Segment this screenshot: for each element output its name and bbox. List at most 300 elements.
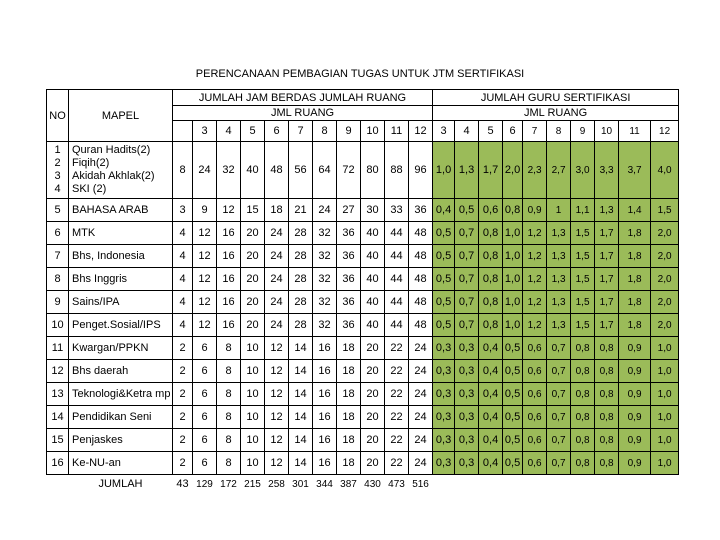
guru-value: 0,6 [523,406,547,429]
guru-value: 3,7 [619,142,651,199]
guru-value: 1,8 [619,314,651,337]
guru-value: 4,0 [651,142,679,199]
subject-name: Penjaskes [69,429,173,452]
jam-value: 12 [193,291,217,314]
row-number: 1 [54,144,61,156]
total-jam-value: 129 [196,478,213,490]
guru-value: 1,5 [571,222,595,245]
jp-value: 4 [173,291,193,314]
guru-value: 0,4 [479,360,503,383]
guru-value: 0,8 [503,199,523,222]
jam-value: 24 [409,337,433,360]
jam-value: 14 [289,406,313,429]
guru-value: 0,3 [433,360,455,383]
guru-value: 0,5 [433,268,455,291]
guru-value: 0,9 [619,383,651,406]
guru-value: 1,5 [571,245,595,268]
row-number: 10 [47,314,69,337]
jam-value: 16 [217,268,241,291]
jp-value: 3 [173,199,193,222]
guru-value: 1,2 [523,291,547,314]
guru-value: 0,9 [619,452,651,475]
guru-value: 0,7 [547,337,571,360]
subject-name: Bhs, Indonesia [69,245,173,268]
guru-value: 0,4 [479,452,503,475]
header-jam-group: JUMLAH JAM BERDAS JUMLAH RUANG [173,90,433,106]
guru-value: 1,8 [619,245,651,268]
jam-value: 96 [409,142,433,199]
guru-value: 0,5 [433,222,455,245]
guru-value: 0,5 [503,406,523,429]
guru-value: 1,8 [619,268,651,291]
jam-value: 22 [385,429,409,452]
jam-value: 28 [289,291,313,314]
jam-value: 12 [193,268,217,291]
header-guru-group: JUMLAH GURU SERTIFIKASI [433,90,679,106]
jam-value: 44 [385,291,409,314]
guru-value: 1,5 [571,268,595,291]
subject-name: BAHASA ARAB [69,199,173,222]
header-guru-room: 3 [433,121,455,142]
total-jam-value: 258 [268,478,285,490]
jam-value: 20 [241,291,265,314]
jam-value: 12 [265,429,289,452]
jam-value: 24 [313,199,337,222]
jam-value: 10 [241,452,265,475]
guru-value: 0,6 [523,452,547,475]
guru-value: 1,7 [595,268,619,291]
guru-value: 1,5 [651,199,679,222]
row-number: 6 [47,222,69,245]
table-row [47,406,679,429]
guru-value: 0,3 [455,452,479,475]
jam-value: 12 [265,406,289,429]
guru-value: 1,5 [571,314,595,337]
jam-value: 88 [385,142,409,199]
guru-value: 1,8 [619,291,651,314]
header-mapel: MAPEL [69,90,173,142]
header-guru-room: 6 [503,121,523,142]
subject-name: Sains/IPA [69,291,173,314]
guru-value: 0,9 [619,337,651,360]
subject-name: Pendidikan Seni [69,406,173,429]
row-number: 11 [47,337,69,360]
jam-value: 10 [241,383,265,406]
jam-value: 22 [385,452,409,475]
total-label: JUMLAH [98,478,143,490]
jam-value: 36 [337,222,361,245]
guru-value: 1,0 [503,314,523,337]
header-guru-room: 7 [523,121,547,142]
jam-value: 10 [241,429,265,452]
jam-value: 20 [241,314,265,337]
jam-value: 80 [361,142,385,199]
table-row [47,429,679,452]
total-jam-value: 387 [340,478,357,490]
jp-value: 2 [173,406,193,429]
guru-value: 1,3 [595,199,619,222]
guru-value: 0,8 [479,245,503,268]
jam-value: 10 [241,360,265,383]
jam-value: 18 [337,383,361,406]
guru-value: 1,0 [433,142,455,199]
total-empty [571,475,595,494]
jam-value: 40 [241,142,265,199]
guru-value: 2,7 [547,142,571,199]
jp-value: 2 [173,383,193,406]
header-jam-room: 5 [241,121,265,142]
jam-value: 8 [217,452,241,475]
jam-value: 28 [289,222,313,245]
guru-value: 1,3 [547,245,571,268]
jam-value: 6 [193,383,217,406]
guru-value: 0,7 [547,406,571,429]
jam-value: 32 [313,291,337,314]
jp-value: 4 [173,222,193,245]
guru-value: 0,7 [455,245,479,268]
guru-value: 1,2 [523,314,547,337]
jam-value: 14 [289,383,313,406]
guru-value: 0,8 [595,429,619,452]
jam-value: 10 [241,406,265,429]
jam-value: 24 [409,452,433,475]
jam-value: 32 [313,222,337,245]
jp-value: 2 [173,360,193,383]
jam-value: 6 [193,452,217,475]
guru-value: 0,5 [433,245,455,268]
row-number: 7 [47,245,69,268]
row-number: 12 [47,360,69,383]
jam-value: 20 [241,268,265,291]
jam-value: 12 [217,199,241,222]
header-no: NO [47,90,69,142]
header-guru-room: 11 [619,121,651,142]
jam-value: 44 [385,245,409,268]
jam-value: 18 [337,452,361,475]
jam-value: 16 [313,406,337,429]
jam-value: 18 [337,406,361,429]
jam-value: 6 [193,429,217,452]
header-jam-room: 6 [265,121,289,142]
table-row [47,199,679,222]
guru-value: 1 [547,199,571,222]
guru-value: 0,8 [595,337,619,360]
guru-value: 0,7 [547,383,571,406]
guru-value: 0,6 [523,360,547,383]
allocation-table [46,89,679,493]
jam-value: 16 [313,337,337,360]
guru-value: 0,9 [619,406,651,429]
jam-value: 14 [289,452,313,475]
guru-value: 0,9 [523,199,547,222]
row-number: 16 [47,452,69,475]
subject-name: Bhs Inggris [69,268,173,291]
guru-value: 1,0 [651,452,679,475]
total-jam-value: 301 [292,478,309,490]
jam-value: 24 [409,406,433,429]
guru-value: 0,6 [523,429,547,452]
jam-value: 48 [409,222,433,245]
guru-value: 0,8 [479,291,503,314]
guru-value: 1,0 [503,245,523,268]
jam-value: 16 [217,245,241,268]
table-row [47,245,679,268]
subject-name: Quran Hadits(2) [72,144,151,156]
guru-value: 0,6 [479,199,503,222]
guru-value: 1,0 [651,383,679,406]
guru-value: 1,1 [571,199,595,222]
total-jam-value: 215 [244,478,261,490]
jam-value: 18 [337,429,361,452]
jam-value: 10 [241,337,265,360]
guru-value: 0,5 [503,429,523,452]
jam-value: 28 [289,268,313,291]
total-empty [651,475,679,494]
jam-value: 14 [289,429,313,452]
guru-value: 0,3 [433,383,455,406]
jam-value: 48 [409,245,433,268]
jam-value: 22 [385,406,409,429]
jam-value: 12 [265,452,289,475]
header-jam-room: 4 [217,121,241,142]
jam-value: 36 [337,291,361,314]
guru-value: 0,5 [433,291,455,314]
guru-value: 1,3 [547,291,571,314]
guru-value: 1,0 [651,337,679,360]
guru-value: 2,0 [651,268,679,291]
jam-value: 6 [193,360,217,383]
guru-value: 0,3 [433,429,455,452]
header-guru-sub: JML RUANG [433,106,679,121]
jam-value: 40 [361,222,385,245]
jam-value: 48 [265,142,289,199]
jam-value: 15 [241,199,265,222]
jam-value: 24 [265,314,289,337]
row-number: 13 [47,383,69,406]
guru-value: 1,0 [503,268,523,291]
table-row [47,452,679,475]
jam-value: 16 [313,360,337,383]
total-empty [595,475,619,494]
guru-value: 0,3 [455,383,479,406]
guru-value: 0,8 [571,360,595,383]
guru-value: 0,8 [571,406,595,429]
jp-value: 4 [173,245,193,268]
jam-value: 20 [361,360,385,383]
jam-value: 44 [385,314,409,337]
guru-value: 0,5 [503,383,523,406]
guru-value: 0,7 [547,429,571,452]
jam-value: 18 [337,360,361,383]
guru-value: 2,0 [503,142,523,199]
guru-value: 2,0 [651,314,679,337]
subject-name: SKI (2) [72,183,107,195]
row-number: 15 [47,429,69,452]
table-row [47,314,679,337]
header-guru-room: 12 [651,121,679,142]
jam-value: 64 [313,142,337,199]
row-number: 3 [54,170,61,182]
jam-value: 8 [217,360,241,383]
guru-value: 0,8 [571,337,595,360]
jam-value: 6 [193,406,217,429]
guru-value: 0,8 [479,268,503,291]
jam-value: 12 [193,222,217,245]
guru-value: 0,5 [503,360,523,383]
jam-value: 24 [409,429,433,452]
jam-value: 30 [361,199,385,222]
guru-value: 0,6 [523,337,547,360]
jam-value: 6 [193,337,217,360]
jp-value: 4 [173,314,193,337]
guru-value: 0,3 [455,406,479,429]
jam-value: 72 [337,142,361,199]
guru-value: 1,7 [595,314,619,337]
guru-value: 0,5 [433,314,455,337]
guru-value: 0,7 [455,268,479,291]
guru-value: 0,3 [433,337,455,360]
guru-value: 2,0 [651,291,679,314]
header-jam-room: 10 [361,121,385,142]
total-empty [619,475,651,494]
total-jam-value: 172 [220,478,237,490]
jam-value: 27 [337,199,361,222]
guru-value: 1,0 [503,291,523,314]
table-row [47,337,679,360]
jam-value: 24 [265,291,289,314]
page-title: PERENCANAAN PEMBAGIAN TUGAS UNTUK JTM SERTIFIKASI [195,68,525,80]
subject-name: Teknologi&Ketra mp [69,383,173,406]
guru-value: 1,5 [571,291,595,314]
guru-value: 3,3 [595,142,619,199]
jam-value: 16 [217,222,241,245]
guru-value: 0,8 [571,429,595,452]
guru-value: 1,3 [547,222,571,245]
jam-value: 36 [337,314,361,337]
header-jam-room: 11 [385,121,409,142]
guru-value: 1,0 [503,222,523,245]
jam-value: 32 [313,314,337,337]
header-guru-room: 4 [455,121,479,142]
subject-name: MTK [69,222,173,245]
row-number: 14 [47,406,69,429]
guru-value: 0,7 [547,360,571,383]
total-empty [479,475,503,494]
jam-value: 40 [361,291,385,314]
table-row [47,291,679,314]
jp-value: 2 [173,452,193,475]
header-jam-room: 7 [289,121,313,142]
guru-value: 0,3 [433,406,455,429]
guru-value: 1,4 [619,199,651,222]
guru-value: 0,5 [503,452,523,475]
guru-value: 0,8 [595,406,619,429]
subject-name: Bhs daerah [69,360,173,383]
header-guru-room: 9 [571,121,595,142]
jam-value: 8 [217,406,241,429]
guru-value: 1,0 [651,360,679,383]
jam-value: 16 [217,314,241,337]
guru-value: 0,8 [571,452,595,475]
jam-value: 44 [385,268,409,291]
guru-value: 0,6 [523,383,547,406]
jam-value: 12 [193,314,217,337]
jam-value: 8 [217,383,241,406]
header-jam-room: 9 [337,121,361,142]
jp-value: 2 [173,337,193,360]
jam-value: 18 [337,337,361,360]
guru-value: 0,5 [503,337,523,360]
table-row [47,383,679,406]
guru-value: 0,7 [455,291,479,314]
table-row [47,222,679,245]
total-blank [47,475,69,494]
guru-value: 0,4 [479,429,503,452]
guru-value: 0,8 [595,360,619,383]
jam-value: 56 [289,142,313,199]
subject-name: Fiqih(2) [72,157,110,169]
guru-value: 1,2 [523,245,547,268]
guru-value: 0,7 [455,222,479,245]
guru-value: 0,8 [595,383,619,406]
jam-value: 36 [337,268,361,291]
jam-value: 16 [313,383,337,406]
jam-value: 12 [265,337,289,360]
subject-name: Ke-NU-an [69,452,173,475]
jam-value: 20 [361,452,385,475]
header-guru-room: 10 [595,121,619,142]
total-jam-value: 430 [364,478,381,490]
jp-value: 2 [173,429,193,452]
guru-value: 2,0 [651,222,679,245]
guru-value: 0,7 [547,452,571,475]
guru-value: 0,4 [479,383,503,406]
guru-value: 0,5 [455,199,479,222]
jam-value: 24 [265,222,289,245]
table-row [47,360,679,383]
guru-value: 0,9 [619,429,651,452]
guru-value: 1,7 [595,245,619,268]
jam-value: 20 [241,222,265,245]
jam-value: 20 [241,245,265,268]
jam-value: 18 [265,199,289,222]
guru-value: 1,3 [455,142,479,199]
jam-value: 24 [265,268,289,291]
jam-value: 12 [193,245,217,268]
jam-value: 14 [289,360,313,383]
header-jam-room: 12 [409,121,433,142]
jam-value: 16 [217,291,241,314]
guru-value: 0,4 [433,199,455,222]
total-empty [433,475,455,494]
jam-value: 16 [313,452,337,475]
header-jam-room: 3 [193,121,217,142]
subject-name: Akidah Akhlak(2) [72,170,155,182]
guru-value: 1,3 [547,268,571,291]
guru-value: 2,3 [523,142,547,199]
jam-value: 20 [361,337,385,360]
jam-value: 12 [265,360,289,383]
jp-value: 8 [173,142,193,199]
jam-value: 48 [409,268,433,291]
jam-value: 44 [385,222,409,245]
guru-value: 0,8 [571,383,595,406]
guru-value: 0,3 [455,429,479,452]
guru-value: 1,0 [651,429,679,452]
total-empty [455,475,479,494]
guru-value: 1,7 [479,142,503,199]
guru-value: 1,3 [547,314,571,337]
